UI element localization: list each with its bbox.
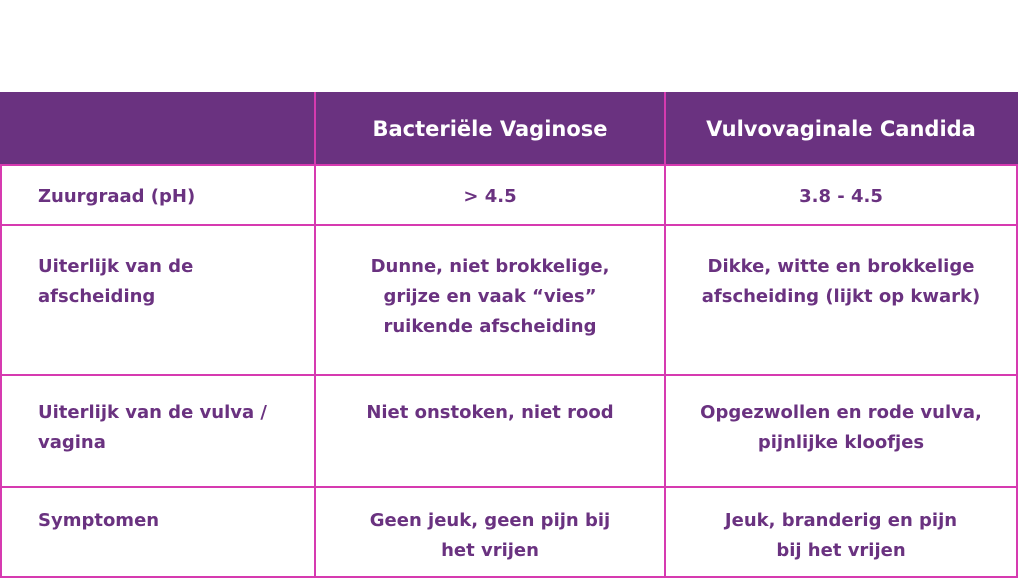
table-row-ph <box>1 165 1017 225</box>
table-row-vulva <box>1 375 1017 487</box>
cell-bv-text: Niet onstoken, niet rood <box>366 402 614 423</box>
cell-vc-text: Dikke, witte en brokkelige afscheiding (lijkt op kwark) <box>701 256 981 307</box>
table-header <box>1 93 1017 165</box>
header-row <box>1 93 1017 165</box>
cell-bv-text: Geen jeuk, geen pijn bij het vrijen <box>369 510 611 561</box>
row-label-text: Uiterlijk van de vulva / vagina <box>38 402 267 453</box>
cell-bv <box>315 375 665 487</box>
row-label-text: Uiterlijk van de afscheiding <box>38 256 194 307</box>
cell-bv <box>315 165 665 225</box>
cell-vc <box>665 487 1017 577</box>
table-body <box>1 165 1017 577</box>
row-label-text: Symptomen <box>38 510 160 531</box>
header-empty-cell <box>1 93 315 165</box>
comparison-table <box>0 92 1018 578</box>
cell-vc-text: Jeuk, branderig en pijn bij het vrijen <box>724 510 958 561</box>
cell-bv <box>315 225 665 375</box>
row-label <box>1 487 315 577</box>
cell-vc-text: Opgezwollen en rode vulva, pijnlijke kloofjes <box>700 402 982 453</box>
cell-vc <box>665 165 1017 225</box>
cell-vc <box>665 375 1017 487</box>
row-label-text: Zuurgraad (pH) <box>38 186 196 207</box>
cell-vc-text: 3.8 - 4.5 <box>799 186 883 207</box>
header-vulvovaginal-candida: Vulvovaginale Candida <box>665 93 1017 165</box>
row-label <box>1 375 315 487</box>
row-label <box>1 165 315 225</box>
cell-bv-text: > 4.5 <box>463 186 517 207</box>
cell-bv <box>315 487 665 577</box>
header-bacterial-vaginosis: Bacteriële Vaginose <box>315 93 665 165</box>
table-row-symptoms <box>1 487 1017 577</box>
cell-bv-text: Dunne, niet brokkelige, grijze en vaak “vies” ruikende afscheiding <box>370 256 610 337</box>
table-row-discharge <box>1 225 1017 375</box>
row-label <box>1 225 315 375</box>
cell-vc <box>665 225 1017 375</box>
